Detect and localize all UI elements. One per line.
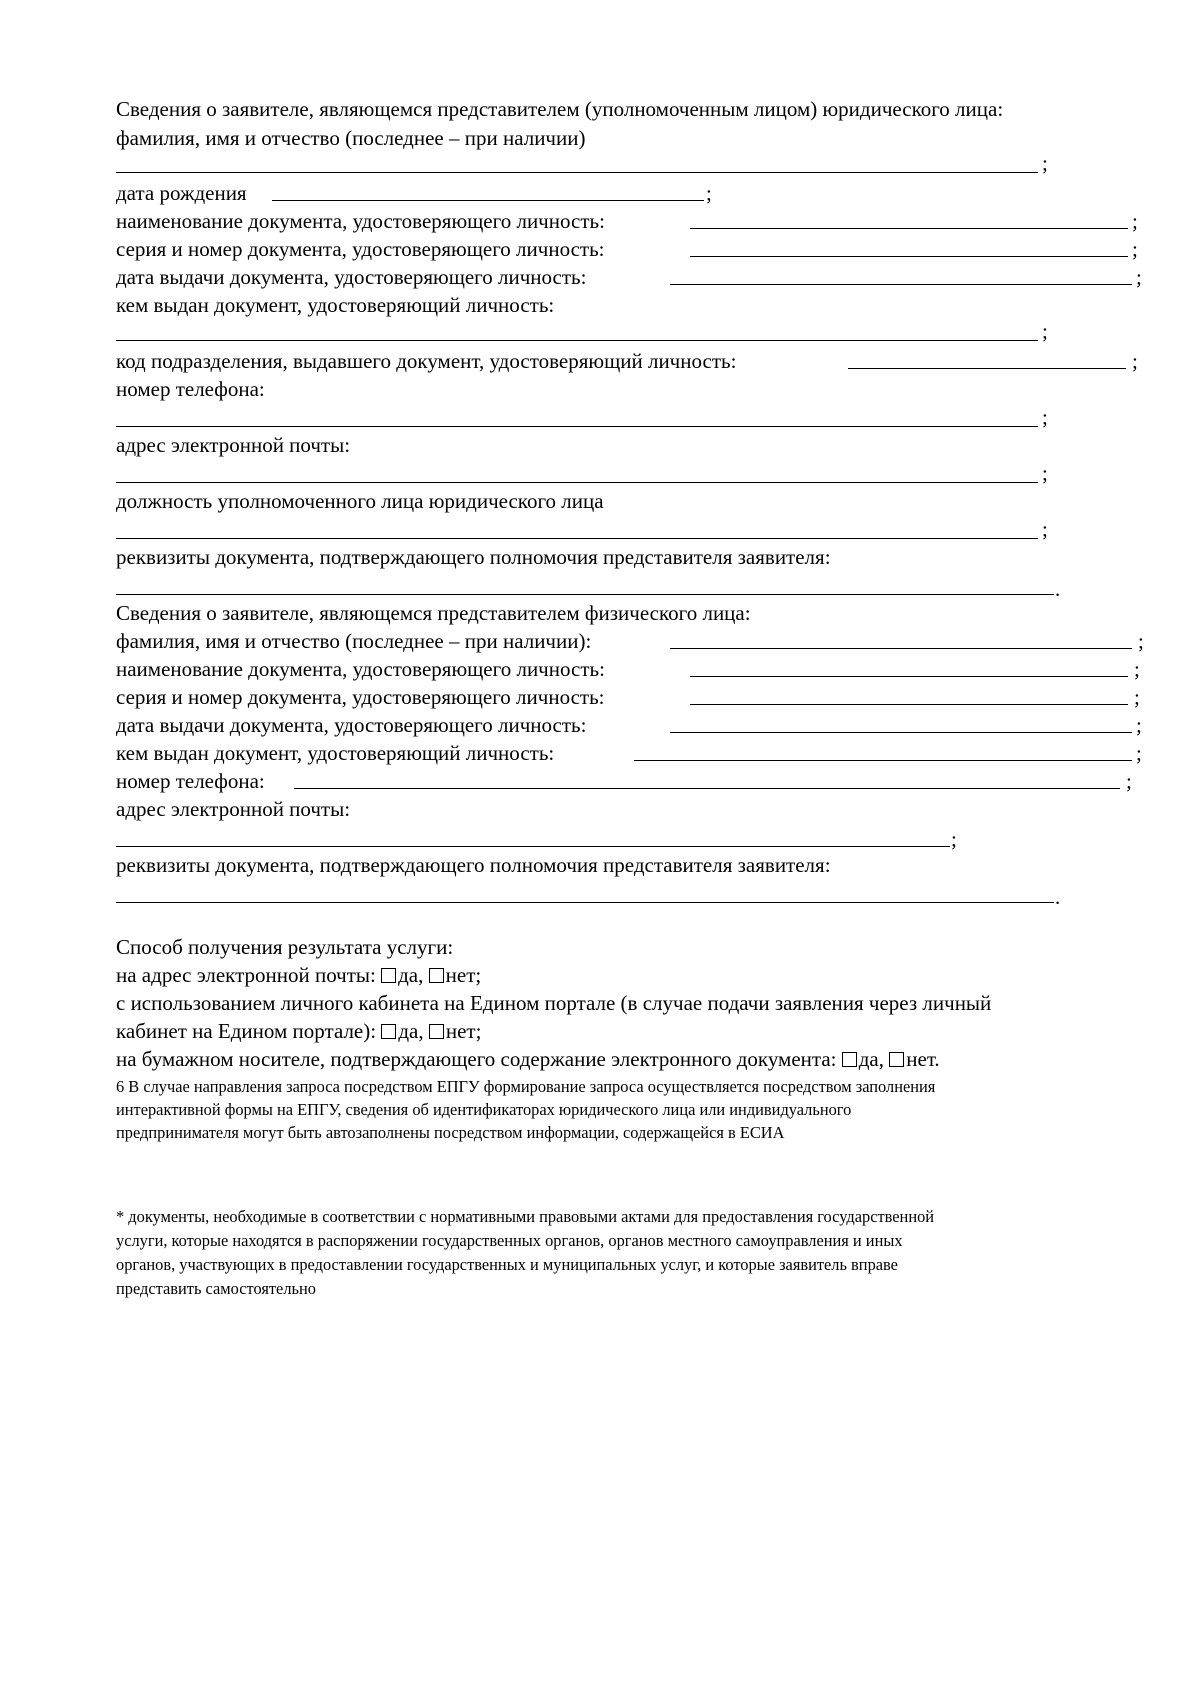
result-method-heading: Способ получения результата услуги: (116, 935, 454, 959)
legal-rep-doc-issue-date-field[interactable] (670, 284, 1132, 285)
legal-rep-doc-issued-by-label: кем выдан документ, удостоверяющий личность: (116, 293, 555, 317)
legal-rep-email-field[interactable] (116, 482, 1038, 483)
yes-label: да, (398, 1019, 424, 1043)
legal-rep-doc-issue-date-label: дата выдачи документа, удостоверяющего личность: (116, 265, 587, 289)
footnote6-line1: 6 В случае направления запроса посредством ЕПГУ формирование запроса осуществляется посредством заполнения (116, 1077, 936, 1096)
legal-rep-position-field[interactable] (116, 538, 1038, 539)
semicolon: ; (1042, 405, 1048, 429)
legal-rep-email-label: адрес электронной почты: (116, 433, 351, 457)
individual-rep-doc-series-field[interactable] (690, 704, 1128, 705)
individual-rep-doc-issued-by-label: кем выдан документ, удостоверяющий личность: (116, 741, 555, 765)
legal-rep-fio-field[interactable] (116, 172, 1038, 173)
footnote-star-line2: услуги, которые находятся в распоряжении государственных органов, органов местного самоуправления и иных (116, 1231, 903, 1250)
result-cabinet-row (116, 1018, 481, 1044)
result-paper-yes-checkbox[interactable] (842, 1052, 857, 1067)
individual-rep-phone-field[interactable] (294, 788, 1120, 789)
individual-rep-doc-name-label: наименование документа, удостоверяющего личность: (116, 657, 605, 681)
semicolon: ; (1132, 209, 1138, 233)
individual-rep-fio-label: фамилия, имя и отчество (последнее – при наличии): (116, 629, 592, 653)
semicolon: ; (1134, 685, 1140, 709)
footnote-star-line1: * документы, необходимые в соответствии с нормативными правовыми актами для предоставления государственной (116, 1207, 935, 1226)
semicolon: ; (1042, 319, 1048, 343)
semicolon: ; (706, 181, 712, 205)
footnote-star-line4: представить самостоятельно (116, 1279, 316, 1298)
period: . (1055, 885, 1061, 909)
no-label: нет; (445, 1019, 482, 1043)
semicolon: ; (1132, 349, 1138, 373)
legal-rep-heading: Сведения о заявителе, являющемся представителем (уполномоченным лицом) юридического лица: (116, 97, 1004, 121)
legal-rep-doc-series-label: серия и номер документа, удостоверяющего личность: (116, 237, 605, 261)
semicolon: ; (1136, 741, 1142, 765)
semicolon: ; (1134, 657, 1140, 681)
legal-rep-division-code-field[interactable] (848, 368, 1126, 369)
legal-rep-fio-label: фамилия, имя и отчество (последнее – при наличии) (116, 126, 586, 150)
footnote6-line2: интерактивной формы на ЕПГУ, сведения об идентификаторах юридического лица или индивидуального (116, 1100, 852, 1119)
semicolon: ; (1126, 769, 1132, 793)
individual-rep-phone-label: номер телефона: (116, 769, 265, 793)
semicolon: ; (1042, 517, 1048, 541)
legal-rep-phone-field[interactable] (116, 426, 1038, 427)
result-email-yes-checkbox[interactable] (381, 968, 396, 983)
legal-rep-doc-issued-by-field[interactable] (116, 340, 1038, 341)
result-email-no-checkbox[interactable] (429, 968, 444, 983)
legal-rep-phone-label: номер телефона: (116, 377, 265, 401)
individual-rep-authority-doc-field[interactable] (116, 902, 1054, 903)
result-email-label: на адрес электронной почты: (116, 963, 376, 987)
individual-rep-email-label: адрес электронной почты: (116, 797, 351, 821)
semicolon: ; (1136, 265, 1142, 289)
legal-rep-authority-doc-label: реквизиты документа, подтверждающего полномочия представителя заявителя: (116, 545, 831, 569)
individual-rep-email-field[interactable] (116, 846, 950, 847)
semicolon: ; (1138, 629, 1144, 653)
result-paper-row (116, 1046, 940, 1072)
individual-rep-heading: Сведения о заявителе, являющемся представителем физического лица: (116, 601, 751, 625)
result-cabinet-line1: с использованием личного кабинета на Едином портале (в случае подачи заявления через личный (116, 991, 992, 1015)
individual-rep-doc-issued-by-field[interactable] (634, 760, 1132, 761)
individual-rep-doc-series-label: серия и номер документа, удостоверяющего личность: (116, 685, 605, 709)
semicolon: ; (1042, 151, 1048, 175)
result-cabinet-label: кабинет на Едином портале): (116, 1019, 377, 1043)
semicolon: ; (1042, 461, 1048, 485)
legal-rep-position-label: должность уполномоченного лица юридического лица (116, 489, 604, 513)
individual-rep-doc-issue-date-label: дата выдачи документа, удостоверяющего личность: (116, 713, 587, 737)
period: . (1055, 577, 1061, 601)
footnote6-line3: предпринимателя могут быть автозаполнены посредством информации, содержащейся в ЕСИА (116, 1123, 785, 1142)
legal-rep-doc-series-field[interactable] (690, 256, 1128, 257)
individual-rep-doc-name-field[interactable] (690, 676, 1128, 677)
legal-rep-birth-date-label: дата рождения (116, 181, 247, 205)
result-cabinet-yes-checkbox[interactable] (381, 1024, 396, 1039)
result-paper-no-checkbox[interactable] (889, 1052, 904, 1067)
yes-label: да, (398, 963, 424, 987)
individual-rep-fio-field[interactable] (670, 648, 1132, 649)
legal-rep-division-code-label: код подразделения, выдавшего документ, удостоверяющий личность: (116, 349, 737, 373)
semicolon: ; (1136, 713, 1142, 737)
legal-rep-doc-name-label: наименование документа, удостоверяющего личность: (116, 209, 605, 233)
legal-rep-birth-date-field[interactable] (272, 200, 704, 201)
result-paper-label: на бумажном носителе, подтверждающего содержание электронного документа: (116, 1047, 837, 1071)
footnote-star-line3: органов, участвующих в предоставлении государственных и муниципальных услуг, и которые заявитель вправе (116, 1255, 898, 1274)
individual-rep-doc-issue-date-field[interactable] (670, 732, 1132, 733)
legal-rep-doc-name-field[interactable] (690, 228, 1128, 229)
legal-rep-authority-doc-field[interactable] (116, 594, 1054, 595)
semicolon: ; (951, 827, 957, 851)
no-label: нет. (906, 1047, 940, 1071)
result-cabinet-no-checkbox[interactable] (429, 1024, 444, 1039)
result-email-row (116, 962, 481, 988)
yes-label: да, (858, 1047, 885, 1071)
no-label: нет; (445, 963, 482, 987)
individual-rep-authority-doc-label: реквизиты документа, подтверждающего полномочия представителя заявителя: (116, 853, 831, 877)
semicolon: ; (1132, 237, 1138, 261)
